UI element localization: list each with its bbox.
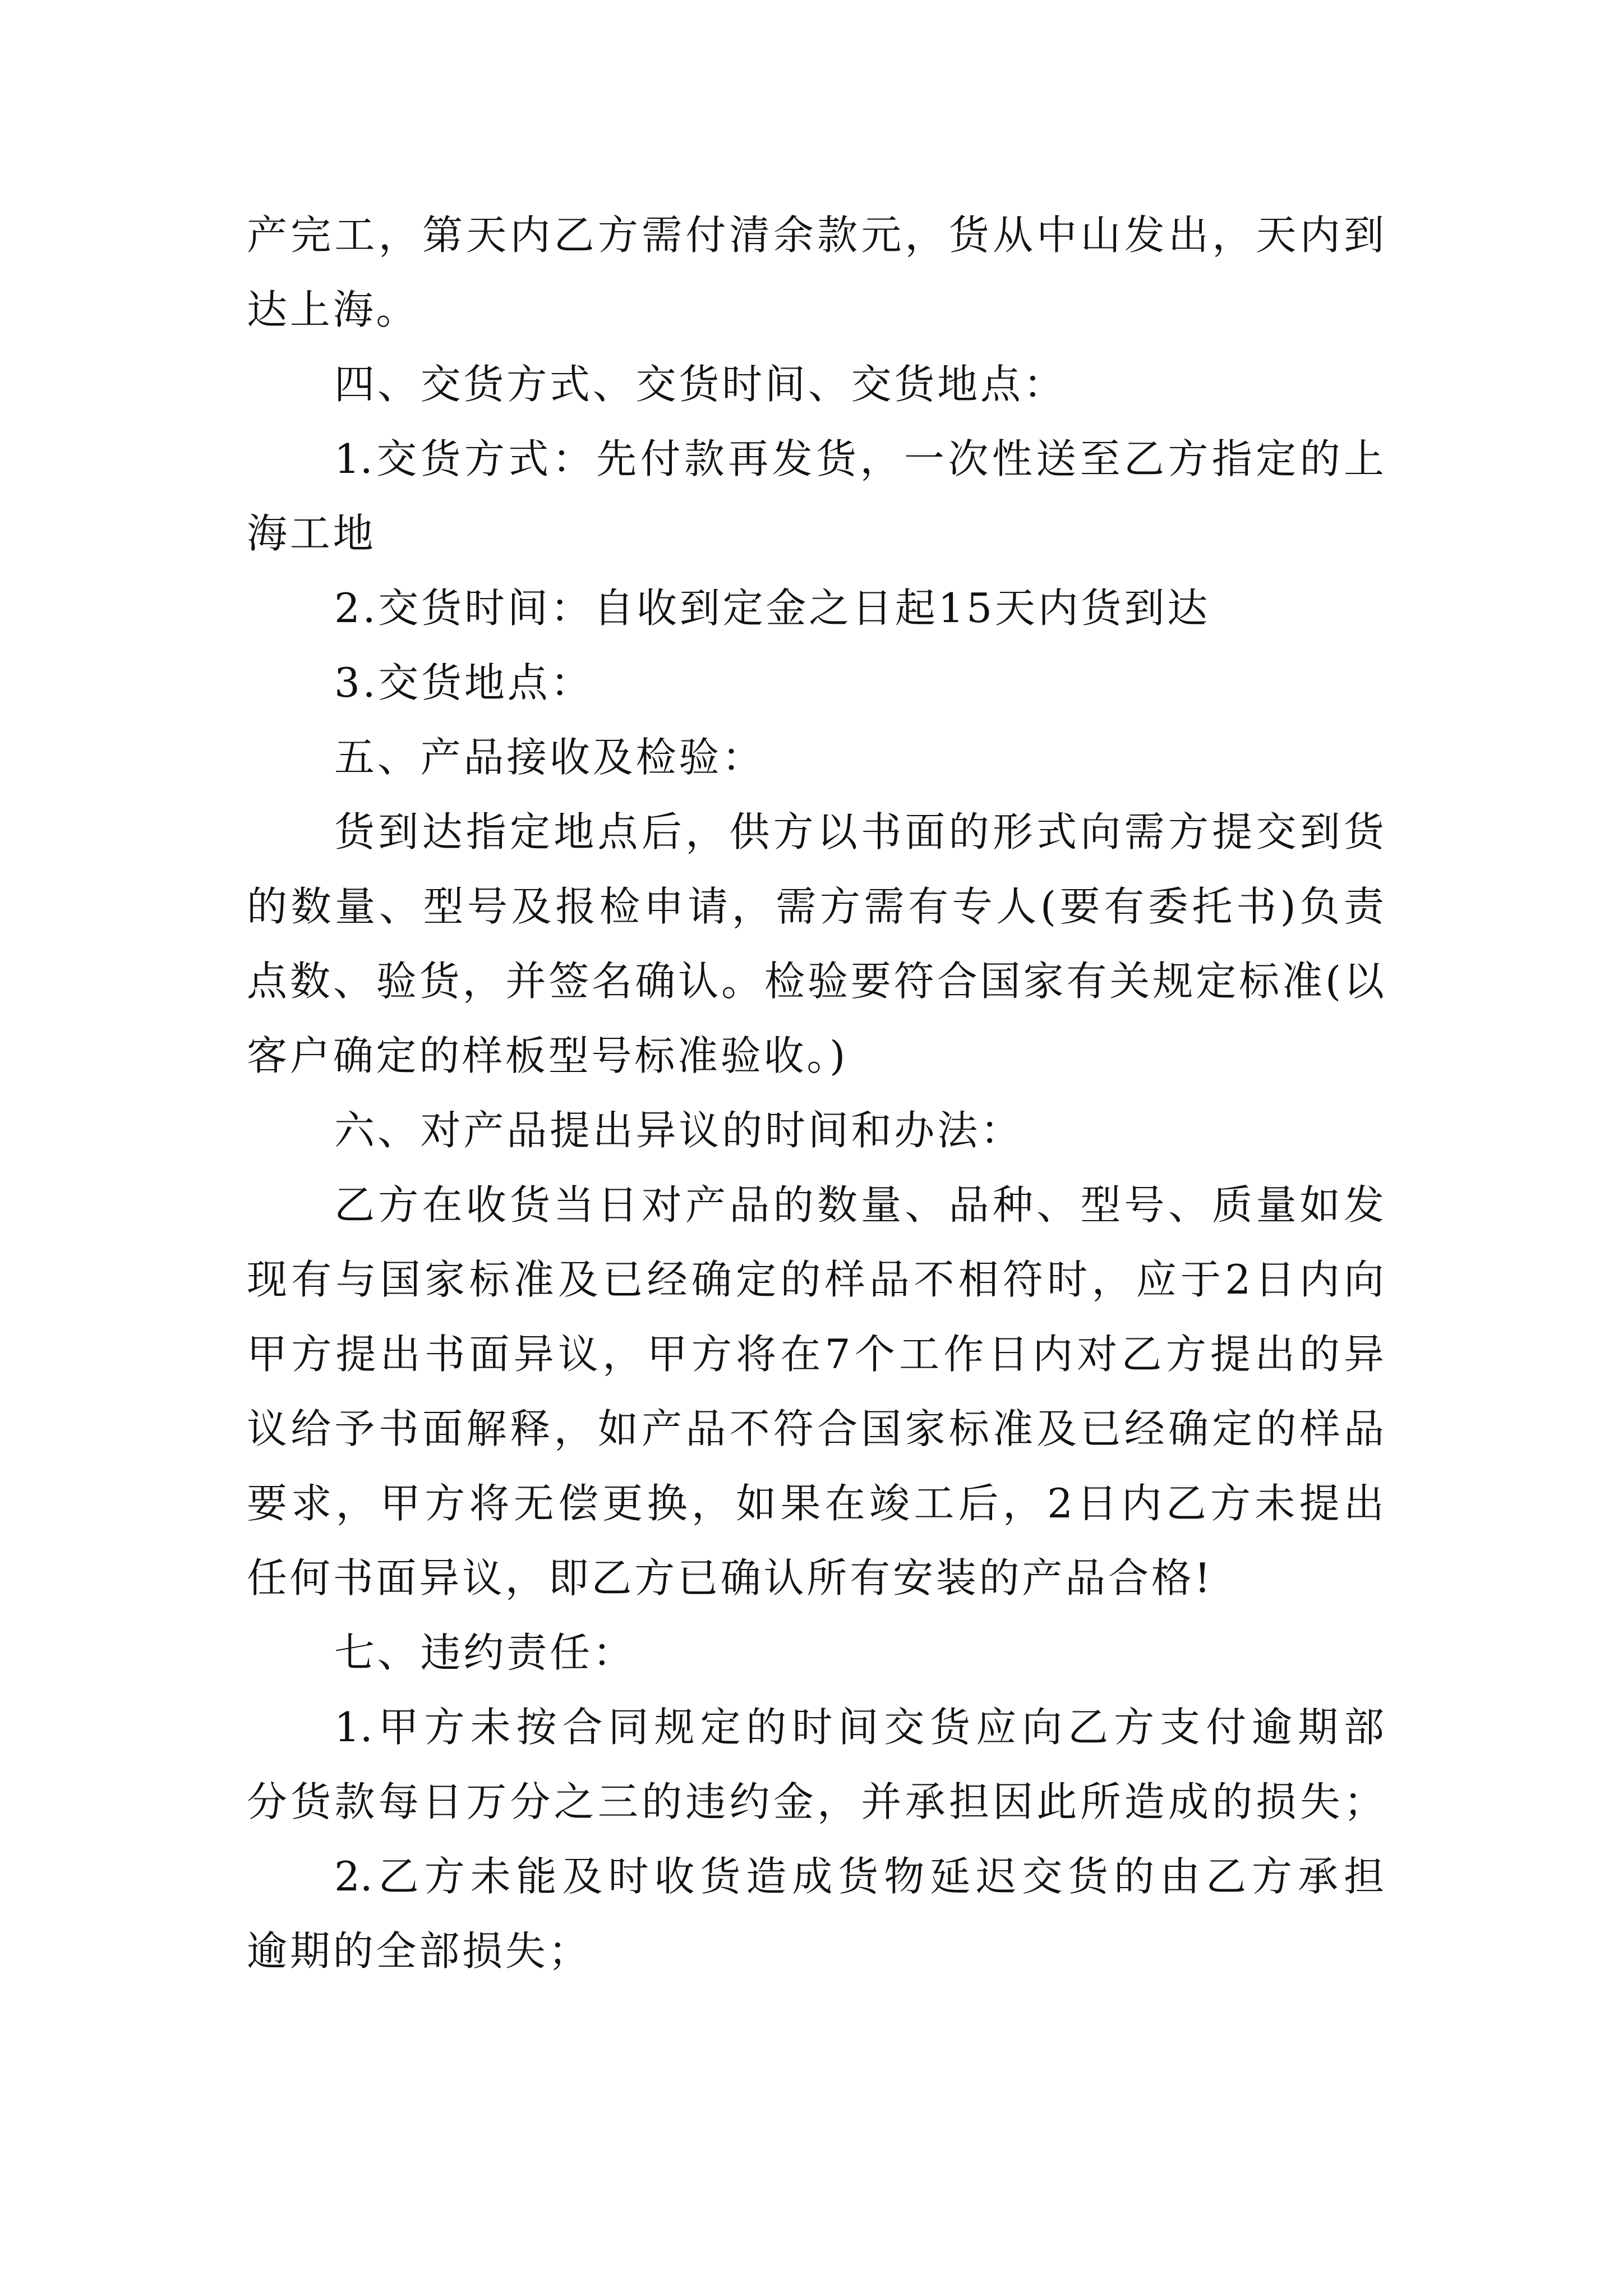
- text-line-22: 分货款每日万分之三的违约金，并承担因此所造成的损失；: [247, 1778, 1384, 1825]
- text-line-2: 达上海。: [247, 286, 419, 333]
- text-line-10: 的数量、型号及报检申请，需方需有专人(要有委托书)负责: [247, 883, 1384, 930]
- text-line-9: 货到达指定地点后，供方以书面的形式向需方提交到货: [334, 808, 1384, 855]
- text-line-15: 现有与国家标准及已经确定的样品不相符时，应于2日内向: [247, 1256, 1384, 1303]
- text-line-1: 产完工，第天内乙方需付清余款元，货从中山发出，天内到: [247, 211, 1384, 259]
- section-heading-inspection: 五、产品接收及检验：: [334, 734, 766, 781]
- text-line-18: 要求，甲方将无偿更换，如果在竣工后，2日内乙方未提出: [247, 1480, 1384, 1527]
- text-line-7: 3.交货地点：: [334, 659, 594, 706]
- text-line-5: 海工地: [247, 510, 376, 557]
- text-line-16: 甲方提出书面异议，甲方将在7个工作日内对乙方提出的异: [247, 1331, 1384, 1378]
- text-line-24: 逾期的全部损失；: [247, 1927, 592, 1975]
- text-line-17: 议给予书面解释，如产品不符合国家标准及已经确定的样品: [247, 1405, 1384, 1452]
- section-heading-liability: 七、违约责任：: [334, 1629, 636, 1676]
- text-line-23: 2.乙方未能及时收货造成货物延迟交货的由乙方承担: [334, 1853, 1384, 1900]
- text-line-21: 1.甲方未按合同规定的时间交货应向乙方支付逾期部: [334, 1704, 1384, 1751]
- section-heading-delivery: 四、交货方式、交货时间、交货地点：: [334, 361, 1067, 408]
- text-line-12: 客户确定的样板型号标准验收。): [247, 1032, 849, 1079]
- text-line-19: 任何书面异议，即乙方已确认所有安装的产品合格!: [247, 1554, 1214, 1602]
- text-line-4: 1.交货方式：先付款再发货，一次性送至乙方指定的上: [334, 435, 1384, 482]
- text-line-11: 点数、验货，并签名确认。检验要符合国家有关规定标准(以: [247, 958, 1384, 1005]
- text-line-14: 乙方在收货当日对产品的数量、品种、型号、质量如发: [334, 1181, 1384, 1228]
- text-line-6: 2.交货时间：自收到定金之日起15天内货到达: [334, 585, 1210, 632]
- section-heading-objection: 六、对产品提出异议的时间和办法：: [334, 1107, 1023, 1154]
